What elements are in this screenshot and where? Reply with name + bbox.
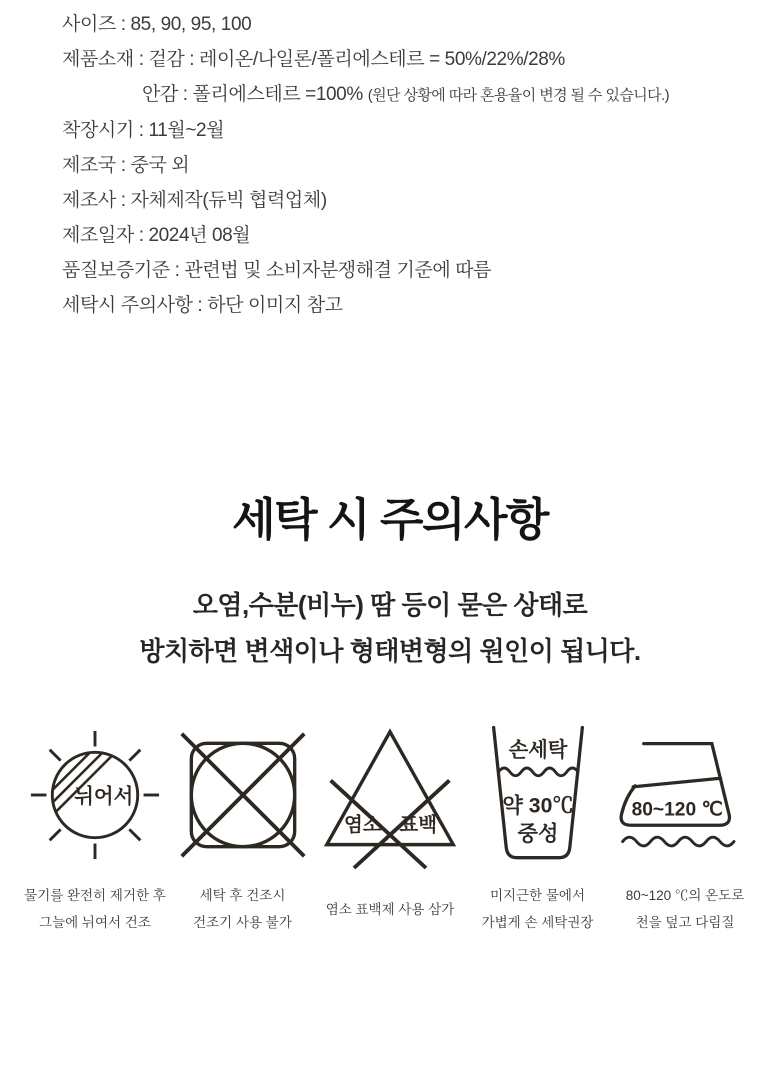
care-symbols-row (24, 720, 756, 936)
hand-wash-icon-label-bottom: 중성 (517, 822, 558, 846)
info-line-lining-note: (원단 상황에 따라 혼용율이 변경 될 수 있습니다.) (367, 87, 669, 104)
iron-with-cloth-icon (613, 720, 757, 870)
info-line-warranty: 품질보증기준 : 관련법 및 소비자분쟁해결 기준에 따름 (62, 260, 492, 281)
product-info-section (0, 0, 780, 323)
caption-line: 염소 표백제 사용 삼가 (325, 902, 455, 917)
iron-icon-label: 80~120 ℃ (631, 799, 724, 821)
no-chlorine-bleach-icon (317, 720, 463, 870)
dry-flat-in-shade-icon (29, 720, 161, 870)
info-line-country: 제조국 : 중국 외 (62, 155, 190, 176)
no-bleach-icon-label-right: 표백 (399, 814, 438, 837)
care-warning-line1: 오염,수분(비누) 땀 등이 묻은 상태로 (192, 590, 588, 620)
no-bleach-icon-label-left: 염소 (343, 814, 382, 837)
dry-flat-icon-label: 뉘어서 (74, 785, 134, 808)
care-title: 세탁 시 주의사항 (232, 494, 548, 545)
care-warning-text (0, 582, 780, 674)
care-item-no-bleach (319, 720, 461, 923)
info-line-material: 제품소재 : 겉감 : 레이온/나일론/폴리에스테르 = 50%/22%/28% (62, 49, 565, 70)
info-line-lining (62, 77, 780, 113)
caption-line: 세탁 후 건조시 (199, 888, 286, 903)
care-item-iron (614, 720, 756, 936)
care-item-no-tumble-dry (172, 720, 314, 936)
hand-wash-30c-icon (484, 720, 592, 870)
info-line-size: 사이즈 : 85, 90, 95, 100 (62, 14, 252, 35)
caption-line: 천을 덮고 다림질 (635, 915, 735, 930)
caption-line: 가볍게 손 세탁권장 (481, 915, 594, 930)
info-line-care-note: 세탁시 주의사항 : 하단 이미지 참고 (62, 295, 343, 316)
info-line-manufacturer: 제조사 : 자체제작(듀빅 협력업체) (62, 190, 327, 211)
care-item-hand-wash (467, 720, 609, 936)
care-caption-dry-flat (24, 882, 166, 936)
caption-line: 미지근한 물에서 (489, 888, 586, 903)
care-caption-hand-wash (482, 882, 594, 936)
hand-wash-icon-label-mid: 약 30℃ (501, 794, 574, 818)
info-line-lining-text: 안감 : 폴리에스테르 =100% (142, 84, 363, 105)
care-caption-iron (626, 882, 745, 936)
caption-line: 물기를 완전히 제거한 후 (24, 888, 166, 903)
caption-line: 건조기 사용 불가 (193, 915, 292, 930)
care-item-dry-flat (24, 720, 166, 936)
hand-wash-icon-label-top: 손세탁 (508, 739, 567, 762)
care-caption-no-tumble-dry (193, 882, 292, 936)
info-line-season: 착장시기 : 11월~2월 (62, 120, 225, 141)
info-line-date: 제조일자 : 2024년 08월 (62, 225, 251, 246)
no-tumble-dry-icon (176, 720, 310, 870)
care-warning-line2: 방치하면 변색이나 형태변형의 원인이 됩니다. (139, 636, 641, 666)
care-caption-no-bleach (326, 882, 455, 923)
caption-line: 80~120 ℃의 온도로 (625, 888, 745, 903)
caption-line: 그늘에 뉘여서 건조 (39, 915, 151, 930)
